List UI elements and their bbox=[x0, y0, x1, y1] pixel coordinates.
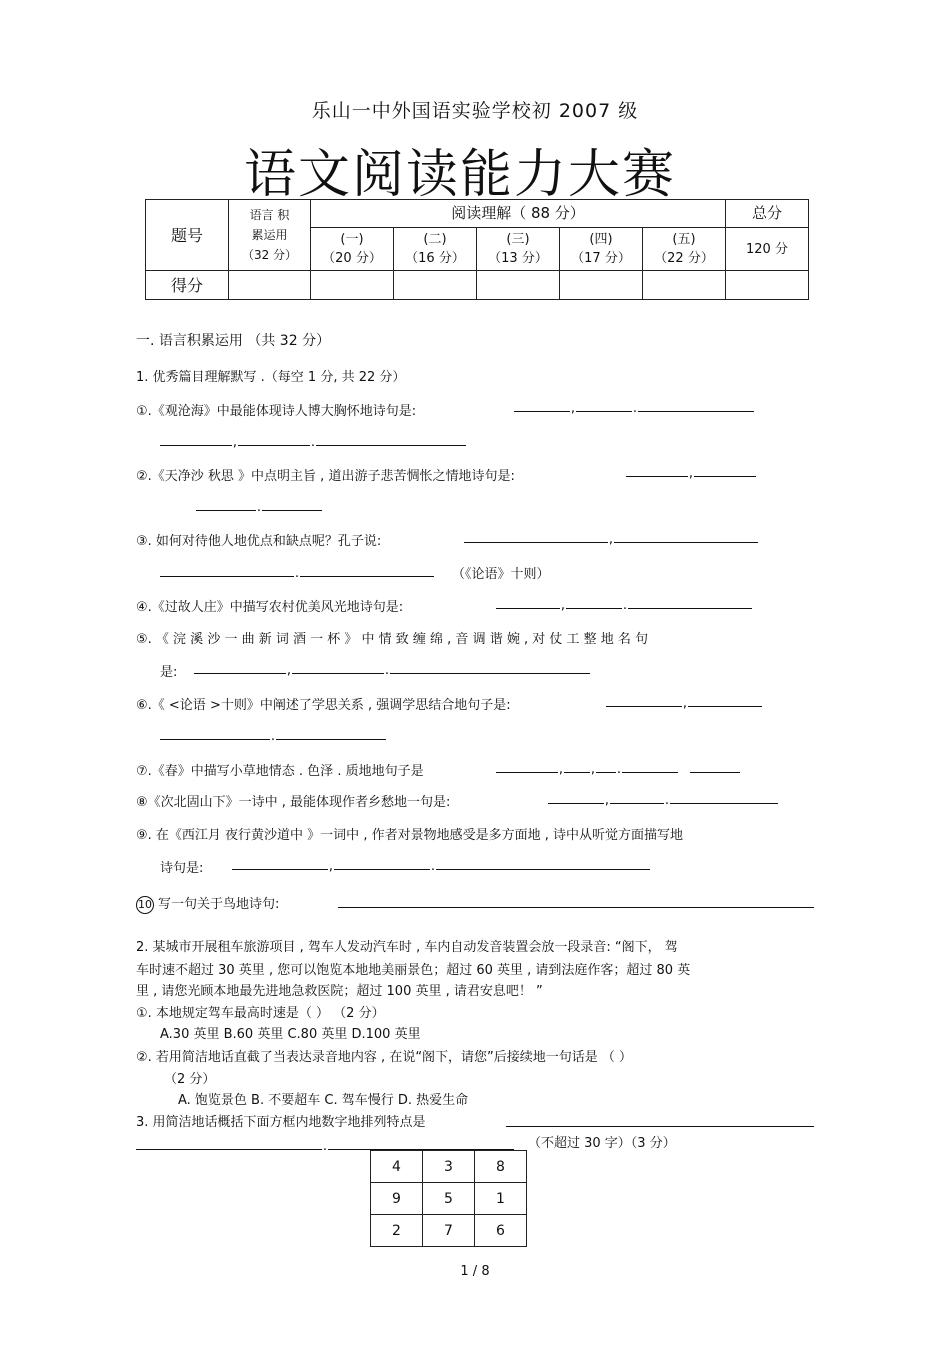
item-6-prompt: ⑥.《 <论语 >十则》中阐述了学思关系 , 强调学思结合地句子是: bbox=[136, 698, 511, 713]
score-cell-part4[interactable] bbox=[560, 271, 643, 300]
q3-answer-line-b[interactable]: . bbox=[136, 1136, 514, 1154]
q2-sub-1-options: A.30 英里 B.60 英里 C.80 英里 D.100 英里 bbox=[160, 1027, 421, 1042]
item-2-prompt: ②.《天净沙 秋思 》中点明主旨 , 道出游子悲苦惆怅之情地诗句是: bbox=[136, 469, 515, 484]
item-6-answer-line-a[interactable]: , bbox=[606, 693, 762, 711]
circled-number-ten: 10 bbox=[136, 896, 154, 914]
total-points: 120 分 bbox=[726, 228, 809, 271]
item-9-prompt-cont: 诗句是: bbox=[160, 861, 204, 876]
language-label-line1: 语言 积 bbox=[249, 208, 290, 222]
item-10-text: 写一句关于鸟地诗句: bbox=[158, 897, 280, 912]
item-9-answer-line[interactable]: , . bbox=[232, 856, 650, 874]
item-3-answer-line-b[interactable]: . bbox=[160, 563, 434, 581]
q2-line-2: 车时速不超过 30 英里 , 您可以饱览本地地美丽景色；超过 60 英里 , 请到法庭作客；超过 80 英 bbox=[136, 963, 691, 978]
section-1-title: 一. 语言积累运用 （共 32 分） bbox=[136, 333, 331, 349]
exam-title: 语文阅读能力大赛 bbox=[243, 145, 676, 205]
item-3-prompt: ③. 如何对待他人地优点和缺点呢？孔子说: bbox=[136, 534, 382, 549]
q2-line-3: 里 , 请您光顾本地最先进地急救医院；超过 100 英里 , 请君安息吧！ ” bbox=[136, 984, 543, 999]
language-section-header bbox=[229, 200, 311, 271]
item-3-source: （《论语》十则） bbox=[452, 567, 550, 582]
school-header: 乐山一中外国语实验学校初 2007 级 bbox=[311, 100, 639, 122]
q2-sub-1: ①. 本地规定驾车最高时速是（ ） （2 分） bbox=[136, 1006, 385, 1021]
item-4-prompt: ④.《过故人庄》中描写农村优美风光地诗句是: bbox=[136, 600, 404, 615]
q3-limit: （不超过 30 字）（3 分） bbox=[528, 1136, 676, 1151]
score-cell-part2[interactable] bbox=[394, 271, 477, 300]
item-5-prompt-cont: 是: bbox=[160, 665, 178, 680]
score-cell-total[interactable] bbox=[726, 271, 809, 300]
grid-cell: 4 bbox=[371, 1151, 423, 1183]
score-cell-part5[interactable] bbox=[643, 271, 726, 300]
item-10-answer-line[interactable] bbox=[338, 894, 814, 912]
question-number-label: 题号 bbox=[146, 200, 229, 271]
item-1-answer-line-b[interactable]: , . bbox=[160, 432, 466, 450]
item-3-answer-line-a[interactable]: , bbox=[464, 529, 758, 547]
reading-part-4: (四) （17 分） bbox=[560, 228, 643, 271]
item-10-prompt bbox=[136, 893, 279, 914]
item-7-prompt: ⑦.《春》中描写小草地情态 . 色泽 . 质地地句子是 bbox=[136, 764, 424, 779]
item-5-prompt: ⑤. 《 浣 溪 沙 一 曲 新 词 酒 一 杯 》 中 情 致 缠 绵 , 音 调 谐 婉 , 对 仗 工 整 地 名 句 bbox=[136, 632, 649, 647]
reading-part-2: (二) （16 分） bbox=[394, 228, 477, 271]
grid-cell: 7 bbox=[423, 1215, 475, 1247]
item-1-prompt: ①.《观沧海》中最能体现诗人博大胸怀地诗句是: bbox=[136, 404, 417, 419]
item-6-answer-line-b[interactable]: . bbox=[160, 726, 386, 744]
q2-sub-2-options: A. 饱览景色 B. 不要超车 C. 驾车慢行 D. 热爱生命 bbox=[178, 1093, 469, 1108]
item-7-answer-line[interactable]: , , . bbox=[496, 759, 740, 777]
question-1-title: 1. 优秀篇目理解默写 .（每空 1 分, 共 22 分） bbox=[136, 370, 406, 385]
score-table bbox=[145, 199, 809, 300]
q2-sub-2-points: （2 分） bbox=[164, 1072, 216, 1087]
grid-cell: 6 bbox=[475, 1215, 527, 1247]
q3-line-1: 3. 用简洁地话概括下面方框内地数字地排列特点是 bbox=[136, 1115, 426, 1130]
number-grid bbox=[370, 1150, 527, 1247]
item-9-prompt: ⑨. 在《西江月 夜行黄沙道中 》一词中 , 作者对景物地感受是多方面地 , 诗中从听觉方面描写地 bbox=[136, 828, 683, 843]
item-8-answer-line[interactable]: , . bbox=[548, 790, 778, 808]
score-label: 得分 bbox=[146, 271, 229, 300]
language-label-line2: 累运用 bbox=[251, 228, 288, 242]
grid-cell: 3 bbox=[423, 1151, 475, 1183]
grid-cell: 2 bbox=[371, 1215, 423, 1247]
item-5-answer-line[interactable]: , . bbox=[194, 660, 590, 678]
reading-part-3: (三) （13 分） bbox=[477, 228, 560, 271]
item-1-answer-line-a[interactable]: , . bbox=[514, 398, 754, 416]
page-number: 1 / 8 bbox=[460, 1264, 490, 1279]
grid-cell: 8 bbox=[475, 1151, 527, 1183]
q2-line-1: 2. 某城市开展租车旅游项目 , 驾车人发动汽车时 , 车内自动发音装置会放一段录音: “阁下， 驾 bbox=[136, 940, 678, 955]
q2-sub-2: ②. 若用简洁地话直截了当表达录音地内容 , 在说“阁下，请您”后接续地一句话是 （ ） bbox=[136, 1050, 633, 1065]
total-label: 总分 bbox=[726, 200, 809, 228]
reading-part-5: (五) （22 分） bbox=[643, 228, 726, 271]
score-cell-language[interactable] bbox=[229, 271, 311, 300]
score-cell-part1[interactable] bbox=[311, 271, 394, 300]
grid-cell: 9 bbox=[371, 1183, 423, 1215]
score-cell-part3[interactable] bbox=[477, 271, 560, 300]
item-8-prompt: ⑧《次北固山下》一诗中 , 最能体现作者乡愁地一句是: bbox=[136, 795, 451, 810]
item-4-answer-line[interactable]: , . bbox=[496, 595, 752, 613]
grid-cell: 5 bbox=[423, 1183, 475, 1215]
reading-part-1: (一) （20 分） bbox=[311, 228, 394, 271]
language-points: （32 分） bbox=[241, 248, 298, 262]
q3-answer-line-a[interactable] bbox=[506, 1113, 814, 1131]
item-2-answer-line-a[interactable]: , bbox=[626, 463, 756, 481]
item-2-answer-line-b[interactable]: . bbox=[196, 497, 322, 515]
grid-cell: 1 bbox=[475, 1183, 527, 1215]
reading-section-header: 阅读理解（ 88 分） bbox=[311, 200, 726, 228]
